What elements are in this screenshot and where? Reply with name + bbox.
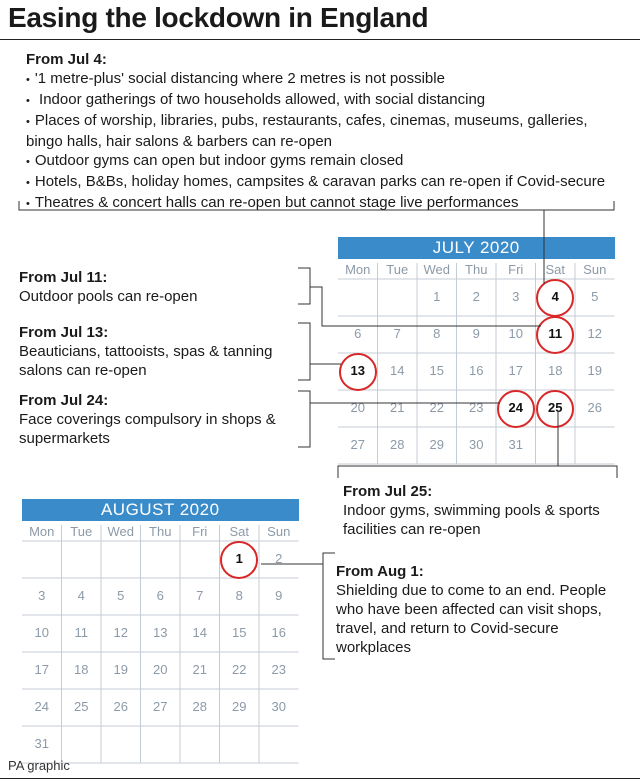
day-header: Fri	[508, 262, 524, 277]
jul11-heading: From Jul 11:	[19, 269, 108, 286]
day-header: Fri	[192, 524, 208, 539]
date-cell: 14	[192, 624, 207, 640]
jul4-item: • Hotels, B&Bs, holiday homes, campsites & caravan parks can re-open if Covid-secure	[26, 172, 605, 193]
aug1-heading: From Aug 1:	[336, 563, 424, 580]
jul4-item: • Outdoor gyms can open but indoor gyms remain closed	[26, 151, 605, 172]
date-cell: 18	[548, 362, 563, 378]
date-cell: 12	[587, 325, 602, 341]
date-cell: 11	[74, 624, 88, 640]
date-cell: 23	[469, 399, 484, 415]
date-cell: 22	[429, 399, 444, 415]
date-cell: 20	[153, 661, 168, 677]
date-cell: 7	[196, 587, 204, 603]
date-cell: 15	[429, 362, 444, 378]
date-cell: 25	[74, 698, 89, 714]
date-cell: 27	[153, 698, 168, 714]
date-cell: 7	[393, 325, 401, 341]
aug1-line: Shielding due to come to an end. People	[336, 582, 607, 599]
date-cell: 14	[390, 362, 405, 378]
date-cell: 8	[235, 587, 243, 603]
jul25-bracket	[338, 466, 617, 478]
date-cell: 19	[113, 661, 128, 677]
aug1-line: workplaces	[336, 639, 412, 656]
date-cell: 25	[548, 399, 563, 415]
date-cell: 3	[512, 288, 520, 304]
aug1-line: who have been affected can visit shops,	[336, 601, 602, 618]
date-cell: 12	[113, 624, 128, 640]
day-header: Tue	[386, 262, 409, 277]
date-cell: 27	[350, 436, 365, 452]
jul13-line: salons can re-open	[19, 362, 147, 379]
date-cell: 9	[472, 325, 480, 341]
date-cell: 6	[156, 587, 164, 603]
date-cell: 26	[113, 698, 128, 714]
date-cell: 19	[587, 362, 602, 378]
date-cell: 8	[433, 325, 441, 341]
august_calendar-title: AUGUST 2020	[22, 499, 299, 521]
date-cell: 2	[275, 550, 283, 566]
date-cell: 31	[508, 436, 523, 452]
jul13-bracket	[298, 323, 310, 380]
day-header: Sun	[267, 524, 291, 539]
date-cell: 1	[433, 288, 441, 304]
date-cell: 18	[74, 661, 89, 677]
day-header: Mon	[29, 524, 55, 539]
jul4-item: • Indoor gatherings of two households allowed, with social distancing	[26, 90, 605, 111]
jul25-heading: From Jul 25:	[343, 483, 433, 500]
jul4-item: • Places of worship, libraries, pubs, restaurants, cafes, cinemas, museums, galleries,	[26, 111, 605, 132]
day-header: Thu	[149, 524, 172, 539]
day-header: Sat	[229, 524, 249, 539]
jul4-heading: From Jul 4:	[26, 51, 107, 68]
date-cell: 2	[472, 288, 480, 304]
jul13-heading: From Jul 13:	[19, 324, 109, 341]
date-cell: 28	[192, 698, 207, 714]
jul11-bracket	[298, 268, 310, 304]
jul24-bracket	[298, 391, 310, 447]
aug1-bracket	[323, 553, 335, 659]
jul25-line: facilities can re-open	[343, 521, 481, 538]
footer-rule	[0, 778, 640, 779]
date-cell: 20	[350, 399, 365, 415]
jul24-heading: From Jul 24:	[19, 392, 109, 409]
date-cell: 5	[117, 587, 125, 603]
aug1-line: travel, and return to Covid-secure	[336, 620, 559, 637]
day-header: Mon	[345, 262, 371, 277]
date-cell: 13	[153, 624, 168, 640]
jul11-line: Outdoor pools can re-open	[19, 288, 198, 305]
date-cell: 3	[38, 587, 46, 603]
date-cell: 26	[587, 399, 602, 415]
date-cell: 6	[354, 325, 362, 341]
date-cell: 24	[34, 698, 49, 714]
jul4-item: • Theatres & concert halls can re-open but cannot stage live performances	[26, 193, 605, 214]
date-cell: 22	[232, 661, 247, 677]
date-cell: 29	[429, 436, 444, 452]
date-cell: 28	[390, 436, 405, 452]
date-cell: 24	[508, 399, 523, 415]
jul13-line: Beauticians, tattooists, spas & tanning	[19, 343, 273, 360]
jul4-item: • '1 metre-plus' social distancing where 2 metres is not possible	[26, 69, 605, 90]
date-cell: 4	[77, 587, 85, 603]
day-header: Wed	[423, 262, 450, 277]
date-cell: 17	[34, 661, 49, 677]
date-cell: 10	[34, 624, 49, 640]
july_calendar-title: JULY 2020	[338, 237, 615, 259]
day-header: Tue	[70, 524, 93, 539]
date-cell: 31	[34, 735, 49, 751]
date-cell: 4	[551, 288, 559, 304]
date-cell: 9	[275, 587, 283, 603]
jul25-line: Indoor gyms, swimming pools & sports	[343, 502, 600, 519]
date-cell: 1	[235, 550, 243, 566]
date-cell: 21	[390, 399, 405, 415]
date-cell: 17	[508, 362, 523, 378]
day-header: Sat	[545, 262, 565, 277]
day-header: Wed	[107, 524, 134, 539]
date-cell: 23	[271, 661, 286, 677]
page-title: Easing the lockdown in England	[8, 2, 429, 33]
date-cell: 11	[548, 325, 563, 341]
day-header: Thu	[465, 262, 488, 277]
date-cell: 5	[591, 288, 599, 304]
jul4-bracket	[19, 201, 614, 210]
day-header: Sun	[583, 262, 607, 277]
date-cell: 16	[271, 624, 286, 640]
date-cell: 30	[469, 436, 484, 452]
date-cell: 16	[469, 362, 484, 378]
jul24-line: Face coverings compulsory in shops &	[19, 411, 276, 428]
jul24-line: supermarkets	[19, 430, 110, 447]
date-cell: 15	[232, 624, 247, 640]
date-cell: 10	[508, 325, 523, 341]
jul4-item-continued: bingo halls, hair salons & barbers can re-open	[26, 133, 333, 150]
date-cell: 13	[350, 362, 365, 378]
date-cell: 30	[271, 698, 286, 714]
credit: PA graphic	[8, 758, 70, 773]
date-cell: 29	[232, 698, 247, 714]
date-cell: 21	[192, 661, 207, 677]
jul11-connector	[310, 287, 541, 326]
